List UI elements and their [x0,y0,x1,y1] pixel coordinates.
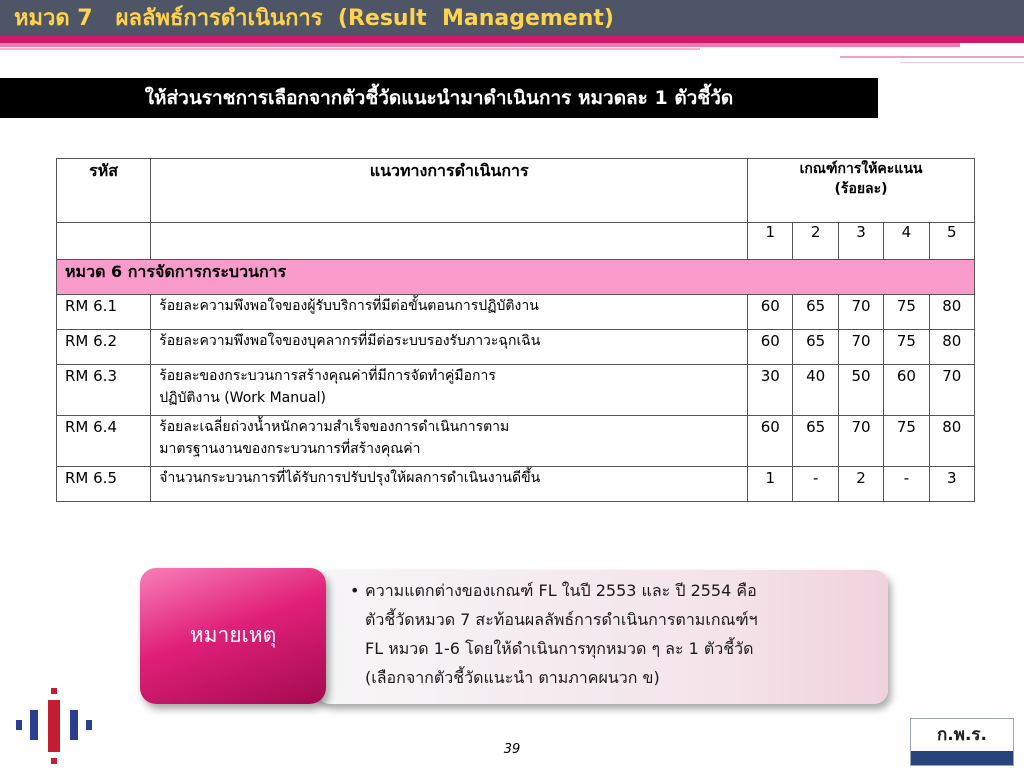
indicator-description [151,365,748,416]
score-value: 1 [748,467,793,502]
note-line: FL หมวด 1-6 โดยให้ดำเนินการทุกหมวด ๆ ละ 1 ตัวชี้วัด [365,639,754,658]
score-value: 60 [748,295,793,330]
score-value: 70 [838,416,883,467]
table-row [57,416,975,467]
note-line: (เลือกจากตัวชี้วัดแนะนำ ตามภาคผนวก ข) [365,668,660,687]
note-line [350,576,870,605]
score-level: 2 [793,223,838,260]
instruction-banner: ให้ส่วนราชการเลือกจากตัวชี้วัดแนะนำมาดำเนินการ หมวดละ 1 ตัวชี้วัด [0,78,878,118]
criteria-unit: (ร้อยละ) [834,181,888,197]
score-level: 1 [748,223,793,260]
column-header-guideline: แนวทางการดำเนินการ [151,159,748,223]
header-stripe [840,56,1024,58]
bullet-icon: • [350,581,360,600]
score-level-row [57,223,975,260]
indicator-description [151,295,748,330]
table-row [57,330,975,365]
slide-title: หมวด 7 ผลลัพธ์การดำเนินการ (Result Management) [14,6,614,31]
header-stripe [0,36,1024,43]
opdc-logo-icon [910,718,1014,766]
table-row [57,295,975,330]
criteria-title: เกณฑ์การให้คะแนน [799,161,923,177]
score-value: 75 [884,330,929,365]
indicator-description [151,416,748,467]
note-line: ตัวชี้วัดหมวด 7 สะท้อนผลลัพธ์การดำเนินการตามเกณฑ์ฯ [365,610,758,629]
indicator-table [56,158,975,502]
table-cell [57,223,151,260]
score-value: - [884,467,929,502]
logo-text: ก.พ.ร. [936,725,987,745]
score-level: 3 [838,223,883,260]
score-value: 65 [793,295,838,330]
table-header-row [57,159,975,223]
indicator-code: RM 6.2 [57,330,151,365]
score-value: 80 [929,330,974,365]
indicator-description [151,467,748,502]
opdc-emblem-icon [12,684,96,768]
header-stripe [900,62,1024,63]
indicator-description-line: ร้อยละของกระบวนการสร้างคุณค่าที่มีการจัดทำคู่มือการ [159,368,496,384]
note-label: หมายเหตุ [189,623,277,647]
page-number: 39 [503,742,521,757]
score-value: 70 [838,330,883,365]
score-value: 75 [884,416,929,467]
score-value: 50 [838,365,883,416]
header-stripe [0,48,700,50]
logo-band [911,751,1013,765]
score-value: 65 [793,416,838,467]
note-line-text: ความแตกต่างของเกณฑ์ FL ในปี 2553 และ ปี 2554 คือ [365,581,757,600]
indicator-code: RM 6.5 [57,467,151,502]
table-cell [151,223,748,260]
table-row [57,365,975,416]
indicator-description-line: ร้อยละความพึงพอใจของบุคลากรที่มีต่อระบบรองรับภาวะฉุกเฉิน [159,333,541,349]
score-level: 5 [929,223,974,260]
section-title: หมวด 6 การจัดการกระบวนการ [57,260,975,295]
score-value: 80 [929,295,974,330]
section-row [57,260,975,295]
score-value: 60 [748,416,793,467]
score-value: 80 [929,416,974,467]
indicator-code: RM 6.3 [57,365,151,416]
score-level: 4 [884,223,929,260]
score-value: 75 [884,295,929,330]
indicator-description [151,330,748,365]
score-value: 40 [793,365,838,416]
column-header-code: รหัส [57,159,151,223]
score-value: 30 [748,365,793,416]
score-value: 60 [884,365,929,416]
column-header-criteria [748,159,975,223]
score-value: 3 [929,467,974,502]
table-row [57,467,975,502]
score-value: 70 [929,365,974,416]
score-value: 2 [838,467,883,502]
score-value: 70 [838,295,883,330]
score-value: - [793,467,838,502]
indicator-code: RM 6.1 [57,295,151,330]
indicator-description-line: มาตรฐานงานของกระบวนการที่สร้างคุณค่า [159,441,421,457]
note-text [350,576,870,692]
score-value: 60 [748,330,793,365]
indicator-description-line: ร้อยละความพึงพอใจของผู้รับบริการที่มีต่อขั้นตอนการปฏิบัติงาน [159,298,539,314]
indicator-description-line: จำนวนกระบวนการที่ได้รับการปรับปรุงให้ผลการดำเนินงานดีขึ้น [159,470,541,486]
indicator-code: RM 6.4 [57,416,151,467]
indicator-description-line: ปฏิบัติงาน (Work Manual) [159,390,326,406]
indicator-description-line: ร้อยละเฉลี่ยถ่วงน้ำหนักความสำเร็จของการดำเนินการตาม [159,419,510,435]
score-value: 65 [793,330,838,365]
header-stripe [0,43,960,47]
